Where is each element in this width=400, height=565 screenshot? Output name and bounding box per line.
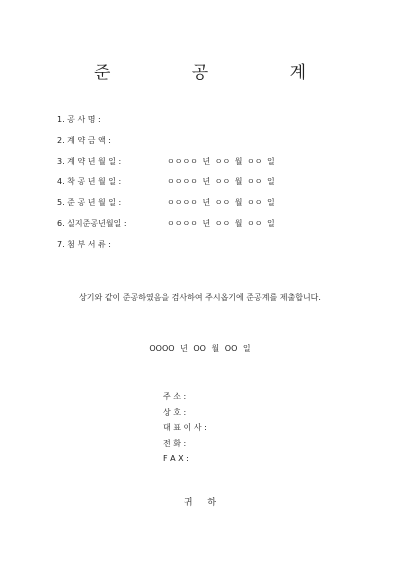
item-label: 2. 계 약 금 액 :: [57, 135, 111, 145]
submission-date: OOOO 년 OO 월 OO 일: [149, 344, 251, 353]
item-date: ㅇㅇㅇㅇ 년 ㅇㅇ 월 ㅇㅇ 일: [167, 156, 275, 166]
item-label: 7. 첨 부 서 류 :: [57, 239, 111, 249]
info-phone: 전 화 :: [163, 438, 187, 448]
item-label: 3. 계 약 년 월 일 :: [57, 156, 122, 166]
document-title: 준 공 계: [93, 63, 345, 83]
info-fax: F A X :: [163, 454, 189, 463]
item-date: ㅇㅇㅇㅇ 년 ㅇㅇ 월 ㅇㅇ 일: [167, 177, 275, 187]
info-ceo: 대 표 이 사 :: [163, 423, 207, 432]
item-label: 4. 착 공 년 월 일 :: [57, 177, 122, 187]
item-date: ㅇㅇㅇㅇ 년 ㅇㅇ 월 ㅇㅇ 일: [167, 198, 275, 208]
item-label: 5. 준 공 년 월 일 :: [57, 198, 122, 208]
submission-statement: 상기와 같이 준공하였음을 검사하여 주시옵기에 준공계를 제출합니다.: [79, 293, 321, 302]
info-address: 주 소 :: [163, 392, 187, 401]
recipient-honorific: 귀 하: [183, 498, 223, 508]
item-date: ㅇㅇㅇㅇ 년 ㅇㅇ 월 ㅇㅇ 일: [167, 218, 275, 228]
item-label: 6. 실지준공년월일 :: [57, 218, 127, 228]
info-company-name: 상 호 :: [163, 407, 187, 417]
item-label: 1. 공 사 명 :: [57, 115, 101, 124]
submitter-info: [163, 391, 207, 469]
